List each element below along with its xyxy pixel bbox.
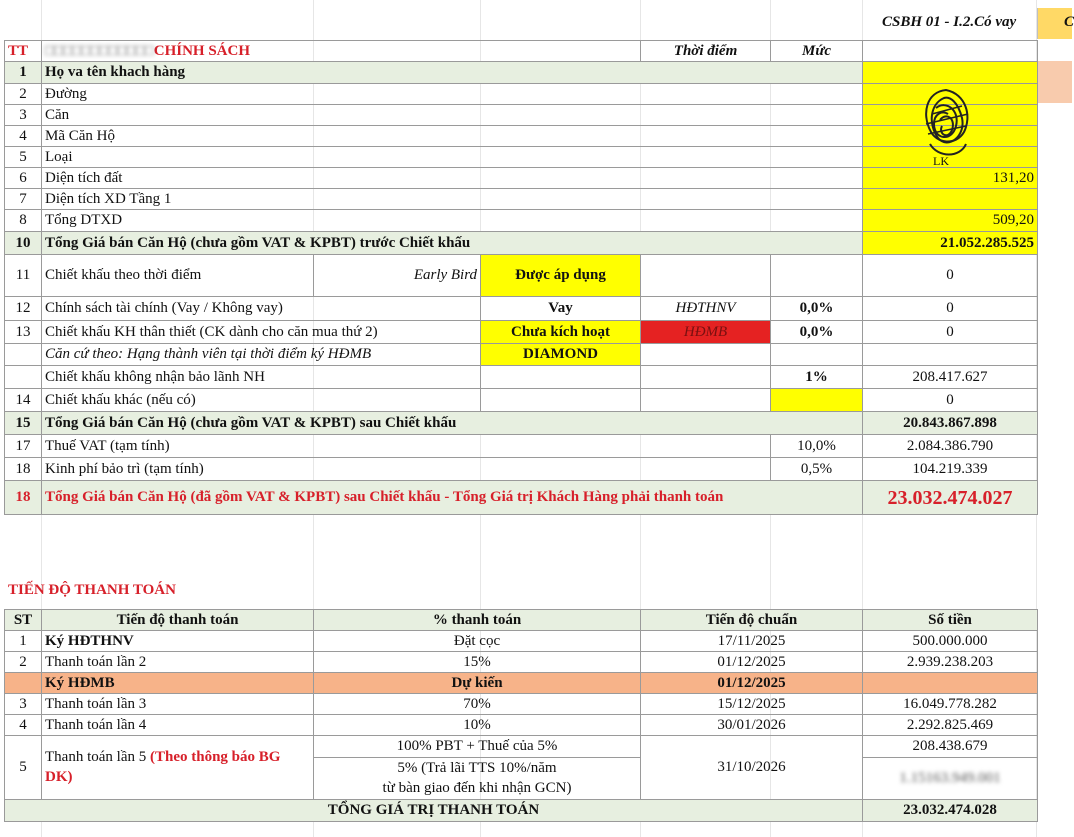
price-before-row: 10 Tổng Giá bán Căn Hộ (chưa gồm VAT & KPBT) trước Chiết khấu 21.052.285.525 <box>5 232 1038 255</box>
table-row: 3 Căn <box>5 105 1038 126</box>
membership-tier: DIAMOND <box>481 344 641 366</box>
schedule-row: 1 Ký HĐTHNV Đặt cọc 17/11/2025 500.000.000 <box>5 631 1038 652</box>
schedule-total-row: TỔNG GIÁ TRỊ THANH TOÁN 23.032.474.028 <box>5 800 1038 822</box>
sheet-code: CSBH 01 - I.2.Có vay <box>882 14 1017 30</box>
grand-total-row: 18 Tổng Giá bán Căn Hộ (đã gồm VAT & KPBT) sau Chiết khấu - Tổng Giá trị Khách Hàng phải thanh toán 23.032.474.027 <box>5 481 1038 515</box>
top-right-peach-cell <box>1037 61 1072 103</box>
table-row: 17 Thuế VAT (tạm tính) 10,0% 2.084.386.790 <box>5 435 1038 458</box>
land-area-value: 131,20 <box>863 168 1038 189</box>
payment-schedule-table <box>4 609 1038 822</box>
loyalty-status: Chưa kích hoạt <box>481 321 641 344</box>
table-row: 4 Mã Căn Hộ <box>5 126 1038 147</box>
schedule-row: 4 Thanh toán lần 4 10% 30/01/2026 2.292.825.469 <box>5 715 1038 736</box>
table-row: 2 Đường <box>5 84 1038 105</box>
loyalty-time-cell: HĐMB <box>641 321 771 344</box>
header-time: Thời điểm <box>641 41 771 62</box>
table-header-row <box>5 41 1038 62</box>
early-bird-status: Được áp dụng <box>481 255 641 297</box>
table-row: 8 Tổng DTXD 509,20 <box>5 210 1038 232</box>
price-after-row: 15 Tổng Giá bán Căn Hộ (chưa gồm VAT & KPBT) sau Chiết khấu 20.843.867.898 <box>5 412 1038 435</box>
table-row: Chiết khấu không nhận bảo lãnh NH 1% 208.417.627 <box>5 366 1038 389</box>
schedule-row: 2 Thanh toán lần 2 15% 01/12/2025 2.939.238.203 <box>5 652 1038 673</box>
schedule-row-5b: 5% (Trả lãi TTS 10%/năm từ bàn giao đến khi nhận GCN) 1.15163.949.001 <box>5 758 1038 800</box>
table-row: 18 Kinh phí bảo trì (tạm tính) 0,5% 104.219.339 <box>5 458 1038 481</box>
schedule-row-5a: 5 Thanh toán lần 5 (Theo thông báo BG DK) 100% PBT + Thuế của 5% 31/10/2026 208.438.679 <box>5 736 1038 758</box>
table-row: 5 Loại LK <box>5 147 1038 168</box>
schedule-header-row: ST Tiến độ thanh toán % thanh toán Tiến độ chuẩn Số tiền <box>5 610 1038 631</box>
table-row: 11 Chiết khấu theo thời điểm Early Bird Được áp dụng 0 <box>5 255 1038 297</box>
table-row: 12 Chính sách tài chính (Vay / Không vay) Vay HĐTHNV 0,0% 0 <box>5 297 1038 321</box>
table-row: 6 Diện tích đất 131,20 <box>5 168 1038 189</box>
top-right-yellow-cell <box>1037 8 1072 39</box>
table-row: 1 Họ va tên khach hàng <box>5 62 1038 84</box>
schedule-row-contract: Ký HĐMB Dự kiến 01/12/2025 <box>5 673 1038 694</box>
type-value: LK <box>933 154 950 168</box>
header-blurred-text: □□□□□□□□□□□□ <box>45 42 154 59</box>
total-floor-area-value: 509,20 <box>863 210 1038 232</box>
table-row: 7 Diện tích XD Tầng 1 <box>5 189 1038 210</box>
policy-table <box>4 40 1038 515</box>
table-row: 13 Chiết khấu KH thân thiết (CK dành cho căn mua thứ 2) Chưa kích hoạt HĐMB 0,0% 0 <box>5 321 1038 344</box>
header-policy: □□□□□□□□□□□□CHÍNH SÁCH <box>42 41 641 62</box>
grand-total-value: 23.032.474.027 <box>863 481 1038 515</box>
handwritten-scribble <box>916 84 976 164</box>
schedule-title: TIẾN ĐỘ THANH TOÁN <box>8 582 176 598</box>
header-stt: TT <box>5 41 42 62</box>
price-before-value: 21.052.285.525 <box>863 232 1038 255</box>
table-row: Căn cứ theo: Hạng thành viên tại thời điểm ký HĐMB DIAMOND <box>5 344 1038 366</box>
edge-letter: C <box>1064 14 1074 30</box>
header-level: Mức <box>771 41 863 62</box>
schedule-row: 3 Thanh toán lần 3 70% 15/12/2025 16.049.778.282 <box>5 694 1038 715</box>
table-row: 14 Chiết khấu khác (nếu có) 0 <box>5 389 1038 412</box>
